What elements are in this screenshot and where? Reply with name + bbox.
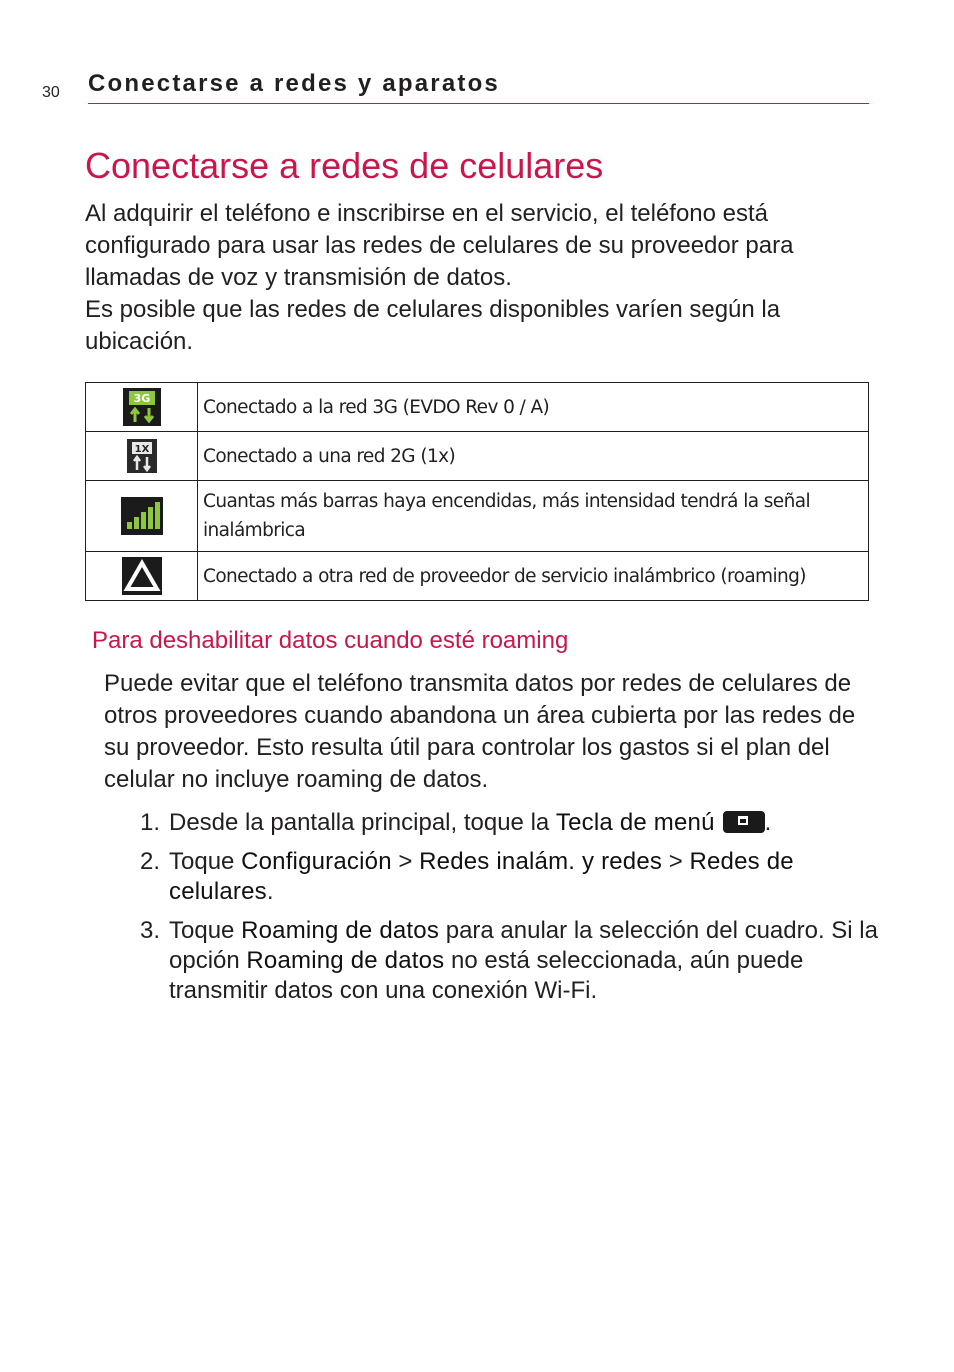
- step-number: 3.: [140, 917, 161, 944]
- step-text: .: [266, 878, 274, 905]
- step-number: 2.: [140, 848, 161, 875]
- icon-cell: [86, 552, 198, 601]
- separator: >: [391, 848, 420, 875]
- intro-paragraph: Es posible que las redes de celulares disponibles varíen según la ubicación.: [85, 296, 781, 355]
- step-text: Toque: [169, 917, 242, 944]
- table-row: [86, 432, 869, 481]
- separator: >: [662, 848, 690, 875]
- 1x-data-icon: [123, 437, 161, 475]
- intro-paragraph: Al adquirir el teléfono e inscribirse en el servicio, el teléfono está configurado para usar las redes de celulares de su proveedor para llamadas de voz y transmisión de datos.: [85, 200, 794, 291]
- step-number: 1.: [140, 809, 161, 836]
- roaming-paragraph: Puede evitar que el teléfono transmita datos por redes de celulares de otros proveedores cuando abandona un área cubierta por las redes de su proveedor. Esto resulta útil para controlar los gastos si el plan del celular no incluye roaming de datos.: [104, 670, 856, 793]
- step-text: para anular la selección del cuadro. Si la opción: [169, 917, 878, 974]
- 3g-data-icon: [123, 388, 161, 426]
- svg-text:3G: 3G: [133, 392, 150, 405]
- settings-label: Configuración: [241, 848, 392, 875]
- wireless-networks-label: Redes inalám. y redes: [419, 848, 663, 875]
- step-text: Toque: [169, 848, 242, 875]
- data-roaming-label: Roaming de datos: [241, 917, 440, 944]
- icon-description: Conectado a una red 2G (1x): [198, 432, 869, 481]
- icon-cell: [86, 481, 198, 552]
- icon-cell: [86, 383, 198, 432]
- data-roaming-label: Roaming de datos: [246, 947, 445, 974]
- table-row: [86, 481, 869, 552]
- mobile-networks-label: Redes de celulares: [169, 848, 794, 905]
- intro-text: [85, 198, 875, 358]
- page-title: Conectarse a redes de celulares: [85, 145, 604, 186]
- signal-bars-icon: [121, 497, 163, 535]
- steps-list: [140, 808, 880, 1015]
- icon-description: Conectado a otra red de proveedor de servicio inalámbrico (roaming): [198, 552, 869, 601]
- icon-cell: [86, 432, 198, 481]
- menu-key-label: Tecla de menú: [555, 809, 715, 836]
- svg-text:1X: 1X: [134, 444, 149, 455]
- table-row: [86, 552, 869, 601]
- menu-key-icon: [723, 811, 765, 833]
- section-header: Conectarse a redes y aparatos: [88, 70, 869, 104]
- page-number: 30: [42, 84, 60, 101]
- status-icon-table: [85, 382, 869, 601]
- subheading: Para deshabilitar datos cuando esté roaming: [92, 627, 569, 654]
- step-text: Desde la pantalla principal, toque la: [169, 809, 556, 836]
- step-item: [140, 808, 880, 838]
- icon-description: Cuantas más barras haya encendidas, más intensidad tendrá la señal inalámbrica: [198, 481, 869, 552]
- table-row: [86, 383, 869, 432]
- step-text: .: [764, 809, 772, 836]
- step-item: [140, 847, 880, 907]
- step-item: [140, 916, 880, 1006]
- icon-description: Conectado a la red 3G (EVDO Rev 0 / A): [198, 383, 869, 432]
- roaming-triangle-icon: [122, 557, 162, 595]
- step-text: no está seleccionada, aún puede transmitir datos con una conexión Wi-Fi.: [169, 947, 804, 1004]
